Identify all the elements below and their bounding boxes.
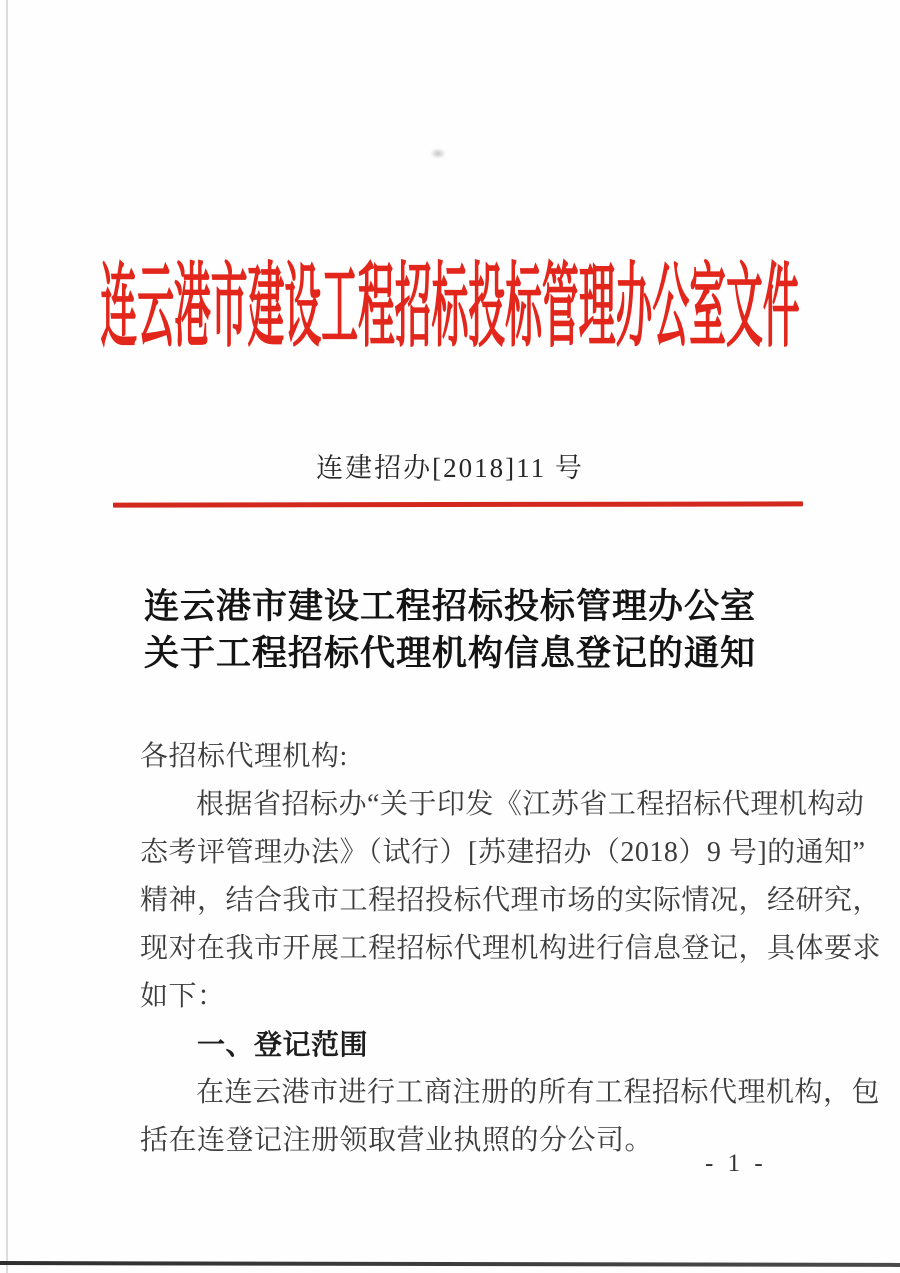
body-line: 如下： <box>140 981 226 1012</box>
body-line: 各招标代理机构: <box>140 741 348 772</box>
body-line: 括在连登记注册领取营业执照的分公司。 <box>140 1125 654 1156</box>
document-title-line1: 连云港市建设工程招标投标管理办公室 <box>143 587 756 626</box>
red-header-banner <box>0 255 900 359</box>
agency-banner-title: 连云港市建设工程招标投标管理办公室文件 <box>100 255 800 359</box>
body-line: 态考评管理办法》（试行）[苏建招办（2018）9 号]的通知” <box>140 837 866 868</box>
document-number: 连建招办[2018]11 号 <box>316 453 584 483</box>
red-separator-rule <box>113 501 803 507</box>
document-body <box>140 733 882 1165</box>
section-heading: 一、登记范围 <box>197 1029 369 1060</box>
body-line: 根据省招标办“关于印发《江苏省工程招标代理机构动 <box>196 789 865 820</box>
body-line: 在连云港市进行工商注册的所有工程招标代理机构，包 <box>196 1077 881 1108</box>
document-title-line2: 关于工程招标代理机构信息登记的通知 <box>143 634 756 673</box>
scan-smudge <box>430 148 446 159</box>
page-number: - 1 - <box>705 1150 767 1177</box>
document-title <box>0 583 900 677</box>
body-line: 现对在我市开展工程招标代理机构进行信息登记，具体要求 <box>140 933 882 964</box>
scan-edge-bottom <box>0 1261 900 1267</box>
body-line: 精神，结合我市工程招投标代理市场的实际情况，经研究， <box>140 885 882 916</box>
